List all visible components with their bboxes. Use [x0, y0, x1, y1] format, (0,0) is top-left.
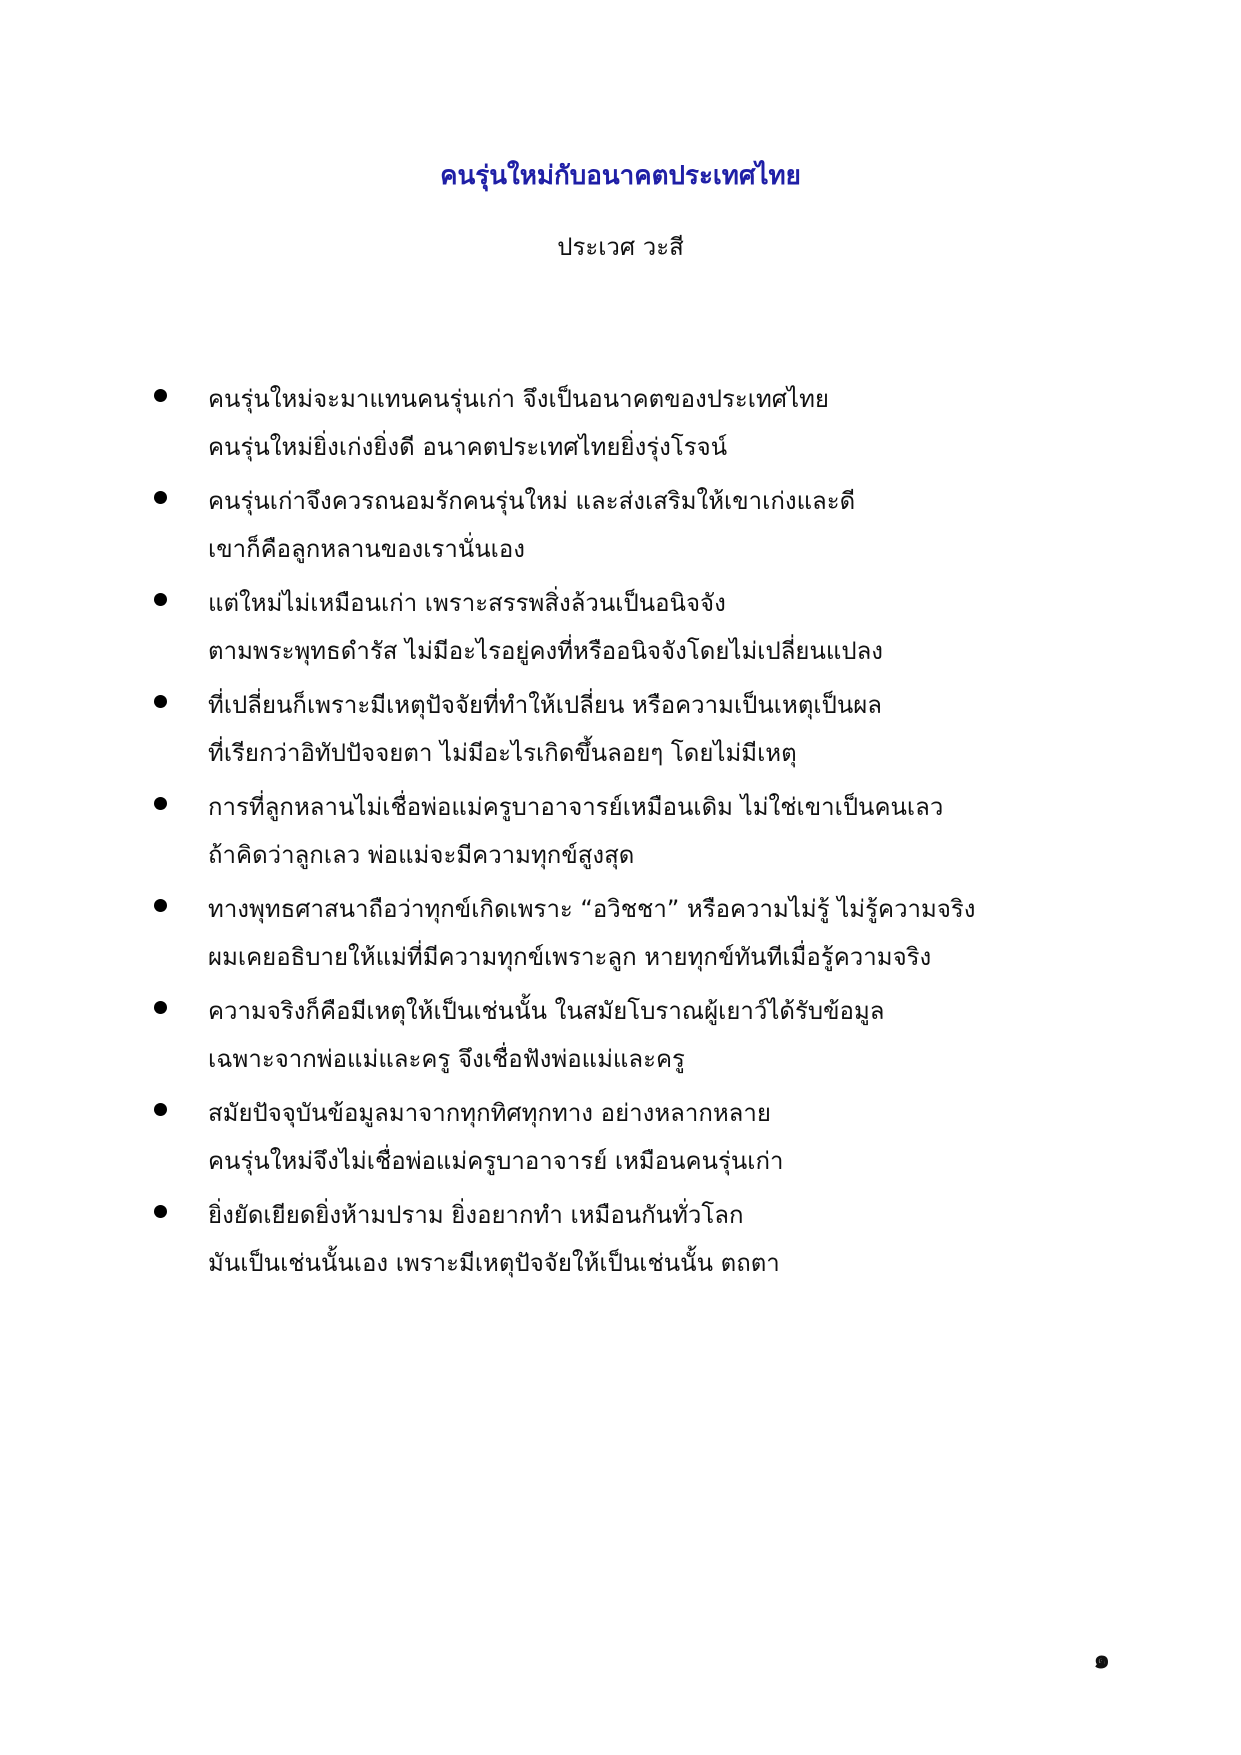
bullet-line: ที่เรียกว่าอิทัปปัจจยตา ไม่มีอะไรเกิดขึ้นลอยๆ โดยไม่มีเหตุ — [208, 739, 797, 767]
bullet-dot-icon — [154, 389, 167, 402]
bullet-list — [0, 375, 1241, 1293]
list-item — [0, 1191, 1241, 1293]
bullet-text — [208, 579, 1168, 675]
bullet-text — [208, 885, 1168, 981]
bullet-text — [208, 783, 1168, 879]
bullet-line: เขาก็คือลูกหลานของเรานั่นเอง — [208, 535, 525, 563]
list-item — [0, 885, 1241, 987]
bullet-dot-icon — [154, 695, 167, 708]
bullet-text — [208, 1089, 1168, 1185]
bullet-dot-icon — [154, 593, 167, 606]
document-title: คนรุ่นใหม่กับอนาคตประเทศไทย — [440, 161, 801, 191]
bullet-line: ถ้าคิดว่าลูกเลว พ่อแม่จะมีความทุกข์สูงสุด — [208, 841, 635, 869]
bullet-text — [208, 375, 1168, 471]
bullet-text — [208, 987, 1168, 1083]
bullet-line: ความจริงก็คือมีเหตุให้เป็นเช่นนั้น ในสมัยโบราณผู้เยาว์ได้รับข้อมูล — [208, 997, 885, 1025]
bullet-line: แต่ใหม่ไม่เหมือนเก่า เพราะสรรพสิ่งล้วนเป็นอนิจจัง — [208, 589, 726, 617]
document-author: ประเวศ วะสี — [557, 233, 684, 261]
bullet-line: ทางพุทธศาสนาถือว่าทุกข์เกิดเพราะ “อวิชชา” หรือความไม่รู้ ไม่รู้ความจริง — [208, 895, 976, 923]
bullet-line: ตามพระพุทธดำรัส ไม่มีอะไรอยู่คงที่หรืออนิจจังโดยไม่เปลี่ยนแปลง — [208, 637, 884, 665]
bullet-line: การที่ลูกหลานไม่เชื่อพ่อแม่ครูบาอาจารย์เหมือนเดิม ไม่ใช่เขาเป็นคนเลว — [208, 793, 944, 821]
bullet-text — [208, 681, 1168, 777]
bullet-dot-icon — [154, 899, 167, 912]
bullet-line: ผมเคยอธิบายให้แม่ที่มีความทุกข์เพราะลูก หายทุกข์ทันทีเมื่อรู้ความจริง — [208, 943, 932, 971]
page-number: ๑ — [1093, 1645, 1110, 1675]
bullet-line: เฉพาะจากพ่อแม่และครู จึงเชื่อฟังพ่อแม่และครู — [208, 1045, 685, 1073]
bullet-dot-icon — [154, 1103, 167, 1116]
list-item — [0, 987, 1241, 1089]
bullet-line: คนรุ่นใหม่จึงไม่เชื่อพ่อแม่ครูบาอาจารย์ เหมือนคนรุ่นเก่า — [208, 1147, 784, 1175]
list-item — [0, 375, 1241, 477]
bullet-text — [208, 1191, 1168, 1287]
bullet-line: ยิ่งยัดเยียดยิ่งห้ามปราม ยิ่งอยากทำ เหมือนกันทั่วโลก — [208, 1201, 744, 1229]
list-item — [0, 1089, 1241, 1191]
bullet-line: คนรุ่นใหม่ยิ่งเก่งยิ่งดี อนาคตประเทศไทยยิ่งรุ่งโรจน์ — [208, 433, 728, 461]
bullet-text — [208, 477, 1168, 573]
bullet-line: คนรุ่นเก่าจึงควรถนอมรักคนรุ่นใหม่ และส่งเสริมให้เขาเก่งและดี — [208, 487, 856, 515]
bullet-dot-icon — [154, 1001, 167, 1014]
bullet-dot-icon — [154, 1205, 167, 1218]
bullet-line: มันเป็นเช่นนั้นเอง เพราะมีเหตุปัจจัยให้เป็นเช่นนั้น ตถตา — [208, 1249, 780, 1277]
bullet-dot-icon — [154, 797, 167, 810]
list-item — [0, 579, 1241, 681]
list-item — [0, 477, 1241, 579]
list-item — [0, 783, 1241, 885]
bullet-line: คนรุ่นใหม่จะมาแทนคนรุ่นเก่า จึงเป็นอนาคตของประเทศไทย — [208, 385, 829, 413]
bullet-line: สมัยปัจจุบันข้อมูลมาจากทุกทิศทุกทาง อย่างหลากหลาย — [208, 1099, 771, 1127]
list-item — [0, 681, 1241, 783]
bullet-line: ที่เปลี่ยนก็เพราะมีเหตุปัจจัยที่ทำให้เปลี่ยน หรือความเป็นเหตุเป็นผล — [208, 691, 883, 719]
bullet-dot-icon — [154, 491, 167, 504]
